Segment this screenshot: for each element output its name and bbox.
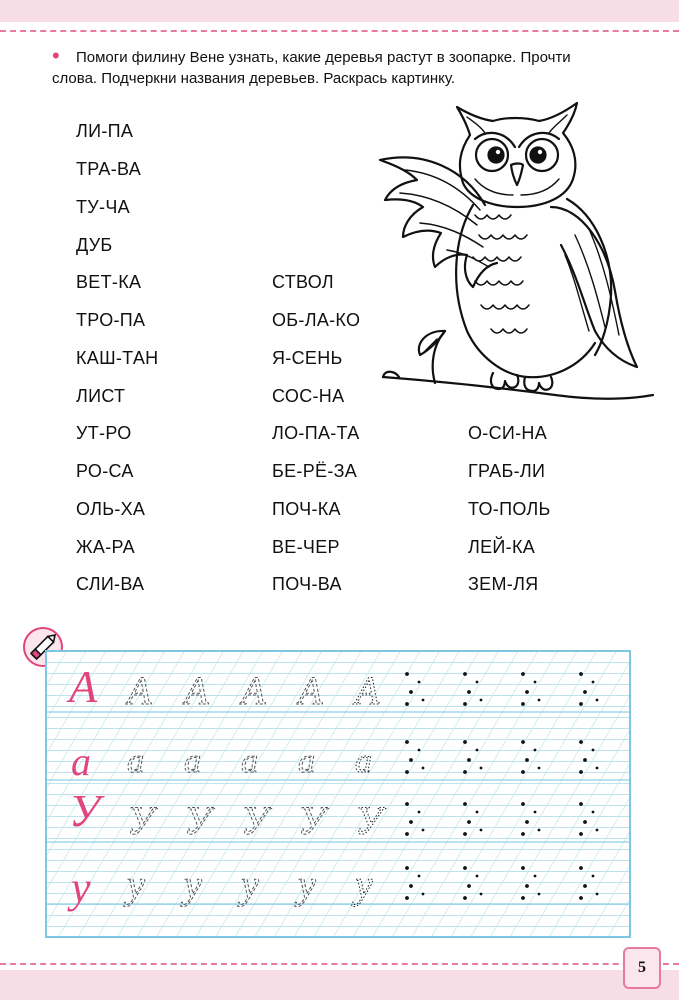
guide-dot — [538, 829, 541, 832]
trace-letter: у — [184, 862, 202, 907]
guide-dot — [422, 767, 425, 770]
word-item[interactable]: ВЕ-ЧЕР — [272, 537, 340, 557]
word-item[interactable]: ДУБ — [76, 235, 113, 255]
guide-dot — [467, 690, 471, 694]
guide-dot — [418, 749, 421, 752]
guide-dot — [534, 875, 537, 878]
guide-dot — [525, 884, 529, 888]
word-item[interactable]: ВЕТ-КА — [76, 272, 142, 292]
guide-dot — [534, 811, 537, 814]
guide-dot — [463, 866, 467, 870]
guide-dot — [596, 767, 599, 770]
trace-letter: У — [298, 798, 325, 843]
word-item[interactable]: ТРО-ПА — [76, 310, 146, 330]
guide-dot — [422, 829, 425, 832]
guide-dot — [538, 767, 541, 770]
guide-dot — [521, 866, 525, 870]
trace-letter: А — [355, 668, 380, 713]
guide-dot — [463, 672, 467, 676]
guide-dot — [534, 749, 537, 752]
letter-practice-rows — [47, 652, 631, 938]
bullet-dot: • — [52, 43, 60, 68]
sample-letter: а — [71, 739, 91, 784]
trace-letter: у — [298, 862, 316, 907]
guide-dot — [538, 893, 541, 896]
guide-dot — [463, 896, 467, 900]
word-item[interactable]: ОБ-ЛА-КО — [272, 310, 361, 330]
trace-letter: у — [355, 862, 373, 907]
guide-dot — [592, 811, 595, 814]
bottom-stitch-line — [0, 963, 679, 965]
guide-dot — [422, 699, 425, 702]
guide-dot — [579, 740, 583, 744]
guide-dot — [405, 672, 409, 676]
word-item[interactable]: ПОЧ-КА — [272, 499, 341, 519]
guide-dot — [521, 896, 525, 900]
guide-dot — [521, 740, 525, 744]
guide-dot — [579, 866, 583, 870]
guide-dot — [579, 802, 583, 806]
guide-dot — [596, 699, 599, 702]
guide-dot — [525, 690, 529, 694]
guide-dot — [463, 740, 467, 744]
guide-dot — [579, 702, 583, 706]
trace-letter: а — [355, 743, 372, 780]
guide-dot — [405, 740, 409, 744]
word-item[interactable]: Я-СЕНЬ — [272, 348, 343, 368]
word-item[interactable]: ТРА-ВА — [76, 159, 142, 179]
word-item[interactable]: ЗЕМ-ЛЯ — [468, 574, 539, 594]
guide-dot — [592, 681, 595, 684]
guide-dot — [583, 690, 587, 694]
guide-dot — [579, 672, 583, 676]
guide-dot — [521, 672, 525, 676]
guide-dot — [463, 832, 467, 836]
trace-letter: У — [184, 798, 211, 843]
word-item[interactable]: БЕ-РЁ-ЗА — [272, 461, 358, 481]
guide-dot — [409, 820, 413, 824]
trace-letter: а — [298, 743, 315, 780]
word-item[interactable]: СОС-НА — [272, 386, 345, 406]
trace-letter: у — [127, 862, 145, 907]
guide-dot — [409, 758, 413, 762]
word-item[interactable]: ЛИСТ — [76, 386, 126, 406]
guide-dot — [583, 820, 587, 824]
guide-dot — [467, 820, 471, 824]
trace-letter: а — [241, 743, 258, 780]
guide-dot — [409, 690, 413, 694]
guide-dot — [405, 770, 409, 774]
bottom-decor-band — [0, 970, 679, 1000]
guide-dot — [476, 681, 479, 684]
guide-dot — [409, 884, 413, 888]
guide-dot — [579, 770, 583, 774]
guide-dot — [596, 829, 599, 832]
guide-dot — [592, 875, 595, 878]
word-item[interactable]: КАШ-ТАН — [76, 348, 159, 368]
guide-dot — [480, 699, 483, 702]
guide-dot — [476, 875, 479, 878]
guide-dot — [405, 702, 409, 706]
page-number: 5 — [623, 947, 661, 989]
trace-letter: а — [184, 743, 201, 780]
instruction-line-2: слова. Подчеркни названия деревьев. Раскрась картинку. — [52, 70, 456, 87]
word-item[interactable]: ЖА-РА — [76, 537, 135, 557]
word-item[interactable]: ГРАБ-ЛИ — [468, 461, 546, 481]
word-item[interactable]: СЛИ-ВА — [76, 574, 145, 594]
guide-dot — [521, 802, 525, 806]
guide-dot — [463, 702, 467, 706]
word-item[interactable]: ОЛЬ-ХА — [76, 499, 146, 519]
sample-letter: у — [71, 863, 91, 912]
guide-dot — [418, 811, 421, 814]
trace-letter: А — [241, 668, 266, 713]
guide-dot — [521, 832, 525, 836]
guide-dot — [480, 893, 483, 896]
sample-letter: У — [69, 785, 100, 836]
top-decor-band — [0, 0, 679, 22]
guide-dot — [534, 681, 537, 684]
guide-dot — [476, 749, 479, 752]
word-item[interactable]: СТВОЛ — [272, 272, 334, 292]
guide-dot — [405, 896, 409, 900]
handwriting-practice-grid[interactable] — [45, 650, 631, 938]
guide-dot — [583, 758, 587, 762]
guide-dot — [463, 770, 467, 774]
trace-letter: у — [241, 862, 259, 907]
guide-dot — [418, 875, 421, 878]
guide-dot — [467, 884, 471, 888]
trace-letter: А — [298, 668, 323, 713]
word-item[interactable]: УТ-РО — [76, 423, 132, 443]
word-item[interactable]: ЛЕЙ-КА — [468, 537, 536, 557]
word-item[interactable]: ЛИ-ПА — [76, 121, 134, 141]
guide-dot — [476, 811, 479, 814]
word-item[interactable]: ТУ-ЧА — [76, 197, 130, 217]
word-item[interactable]: ПОЧ-ВА — [272, 574, 342, 594]
sample-letter: А — [69, 661, 98, 712]
guide-dot — [525, 758, 529, 762]
trace-letter: А — [184, 668, 209, 713]
guide-dot — [418, 681, 421, 684]
guide-dot — [525, 820, 529, 824]
guide-dot — [521, 770, 525, 774]
guide-dot — [422, 893, 425, 896]
word-item[interactable]: ЛО-ПА-ТА — [272, 423, 360, 443]
guide-dot — [463, 802, 467, 806]
guide-dot — [405, 866, 409, 870]
guide-dot — [538, 699, 541, 702]
guide-dot — [521, 702, 525, 706]
instruction-line-1: Помоги филину Вене узнать, какие деревья растут в зоопарке. Прочти — [76, 49, 571, 66]
guide-dot — [579, 832, 583, 836]
top-stitch-line — [0, 30, 679, 32]
word-item[interactable]: О-СИ-НА — [468, 423, 548, 443]
owl-illustration[interactable] — [375, 95, 660, 415]
word-item[interactable]: ТО-ПОЛЬ — [468, 499, 551, 519]
trace-letter: У — [241, 798, 268, 843]
trace-letter: А — [127, 668, 152, 713]
guide-dot — [405, 802, 409, 806]
trace-letter: У — [355, 798, 382, 843]
guide-dot — [579, 896, 583, 900]
trace-letter: а — [127, 743, 144, 780]
guide-dot — [583, 884, 587, 888]
guide-dot — [592, 749, 595, 752]
guide-dot — [467, 758, 471, 762]
word-item[interactable]: РО-СА — [76, 461, 134, 481]
guide-dot — [405, 832, 409, 836]
guide-dot — [480, 767, 483, 770]
guide-dot — [480, 829, 483, 832]
guide-dot — [596, 893, 599, 896]
trace-letter: У — [127, 798, 154, 843]
